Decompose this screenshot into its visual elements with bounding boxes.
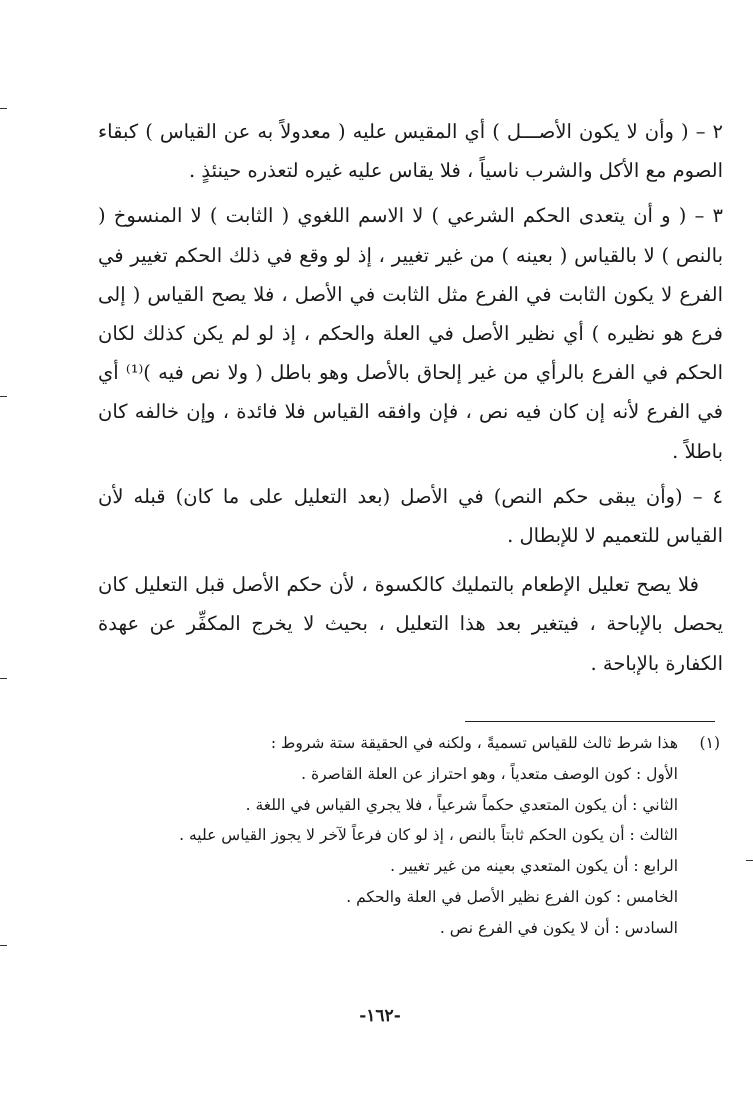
footnote-line: الخامس : كون الفرع نظير الأصل في العلة والحكم . <box>346 887 678 906</box>
paragraph-condition-3: ٣ – ( و أن يتعدى الحكم الشرعي ) لا الاسم اللغوي ( الثابت ) لا المنسوخ ( بالنص ) لا بالقياس ( بعينه ) من غير تغيير ، إذ لو وقع في ذلك الحكم تغيير في الفرع لا يكون الثابت في الفرع مثل الثابت في الأصل ، فلا يصح القياس ( إلى فرع هو نظيره ) أي نظير الأصل في العلة والحكم ، إذ لو لم يكن كذلك لكان الحكم في الفرع بالرأي من غير إلحاق بالأصل وهو باطل ( ولا نص فيه )⁽¹⁾ أي في الفرع لأنه إن كان فيه نص ، فإن وافقه القياس فلا فائدة ، وإن خالفه كان باطلاً . <box>98 204 724 463</box>
footnote <box>150 728 720 944</box>
paragraph-condition-4: ٤ – (وأن يبقى حكم النص) في الأصل (بعد التعليل على ما كان) قبله لأن القياس للتعميم لا للإبطال . <box>98 484 723 548</box>
footnote-line: الثالث : أن يكون الحكم ثابتاً بالنص ، إذ لو كان فرعاً لآخر لا يجوز القياس عليه . <box>179 826 678 845</box>
footnote-marker: (١) <box>699 734 720 752</box>
footnote-line: الرابع : أن يكون المتعدي بعينه من غير تغيير . <box>390 857 678 876</box>
page-number: -١٦٢- <box>359 1006 401 1026</box>
margin-tick <box>0 108 7 109</box>
footnote-line: السادس : أن لا يكون في الفرع نص . <box>439 918 678 937</box>
footnote-line: الثاني : أن يكون المتعدي حكماً شرعياً ، فلا يجري القياس في اللغة . <box>245 795 678 814</box>
paragraph-condition-2: ٢ – ( وأن لا يكون الأصـــل ) أي المقيس عليه ( معدولاً به عن القياس ) كبقاء الصوم مع الأكل والشرب ناسياً ، فلا يقاس عليه غيره لتعذره حينئذٍ . <box>98 120 723 183</box>
main-text <box>98 112 723 683</box>
footnote-line: هذا شرط ثالث للقياس تسميةً ، ولكنه في الحقيقة ستة شروط : <box>270 734 678 752</box>
margin-tick <box>746 860 753 861</box>
paragraph-consequence: فلا يصح تعليل الإطعام بالتمليك كالكسوة ، لأن حكم الأصل قبل التعليل كان يحصل بالإباحة ، فيتغير بعد هذا التعليل ، بحيث لا يخرج المكفِّر عن عهدة الكفارة بالإباحة . <box>98 573 723 675</box>
margin-tick <box>0 396 7 397</box>
footnote-separator <box>465 721 715 722</box>
margin-tick <box>0 945 7 946</box>
footnote-first-line <box>150 728 720 759</box>
footnote-line: الأول : كون الوصف متعدياً ، وهو احتراز عن العلة القاصرة . <box>301 764 678 783</box>
margin-tick <box>0 678 7 679</box>
